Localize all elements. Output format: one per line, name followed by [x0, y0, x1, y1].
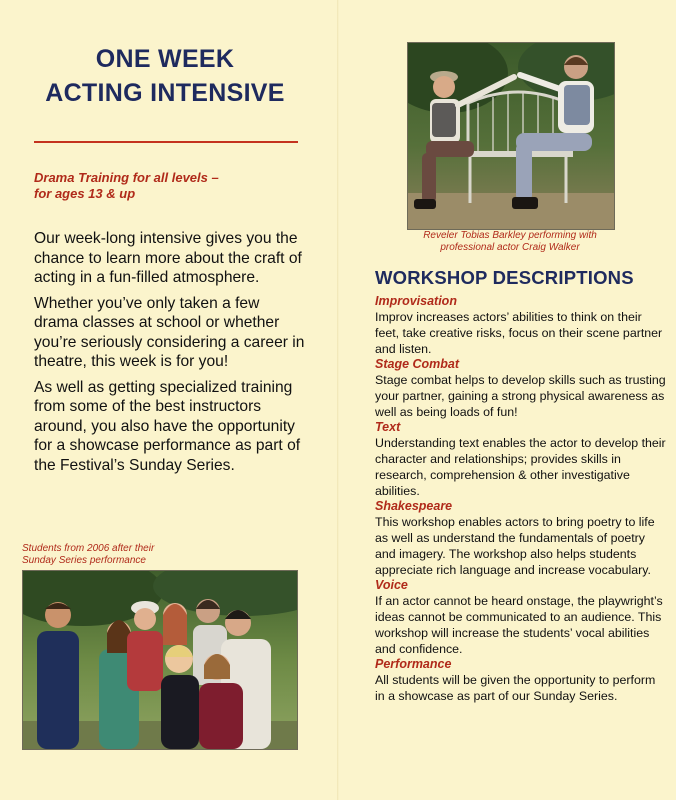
- workshop-title: Stage Combat: [375, 357, 460, 371]
- students-photo-caption: [22, 543, 282, 567]
- actors-caption-line-1: Reveler Tobias Barkley performing with: [423, 230, 597, 241]
- title-line-2: ACTING INTENSIVE: [45, 79, 285, 107]
- students-caption-line-1: Students from 2006 after their: [22, 543, 155, 554]
- workshop-list: [375, 294, 667, 704]
- actors-photo-image: [408, 43, 614, 229]
- workshop-description: This workshop enables actors to bring poetry to life as well as understand the fundamentals of poetry and imagery. The workshop also helps students appreciate rich language and increase vocabulary.: [375, 515, 655, 577]
- workshop-item-improvisation: [375, 294, 667, 357]
- title-divider: [34, 141, 298, 143]
- workshop-description: Improv increases actors’ abilities to think on their feet, take creative risks, focus on their scene partner and listen.: [375, 310, 663, 356]
- workshop-item-text: [375, 420, 667, 499]
- workshop-title: Improvisation: [375, 294, 457, 308]
- students-photo-image: [23, 571, 297, 749]
- intro-paragraph-1: Our week-long intensive gives you the chance to learn more about the craft of acting in a fun-filled atmosphere.: [34, 230, 302, 286]
- workshop-title: Text: [375, 420, 401, 434]
- workshop-description: Stage combat helps to develop skills such as trusting your partner, gaining a strong physical awareness as well as being loads of fun!: [375, 373, 666, 419]
- workshop-descriptions-heading: WORKSHOP DESCRIPTIONS: [375, 267, 634, 288]
- workshop-title: Shakespeare: [375, 499, 453, 513]
- left-panel: [0, 0, 337, 800]
- title-line-1: ONE WEEK: [95, 45, 235, 73]
- page-title: [30, 42, 300, 110]
- workshop-description: All students will be given the opportunity to perform in a showcase as part of our Sunday Series.: [375, 673, 656, 703]
- workshop-item-voice: [375, 578, 667, 657]
- workshop-item-performance: [375, 657, 667, 704]
- subtitle-line-2: for ages 13 & up: [34, 186, 136, 201]
- students-caption-line-2: Sunday Series performance: [22, 555, 146, 566]
- workshop-title: Performance: [375, 657, 452, 671]
- actors-caption-line-2: professional actor Craig Walker: [440, 242, 580, 253]
- subtitle: [34, 170, 304, 202]
- workshop-title: Voice: [375, 578, 408, 592]
- actors-performing-photo: [407, 42, 615, 230]
- intro-text: [34, 229, 306, 481]
- workshop-item-shakespeare: [375, 499, 667, 578]
- students-group-photo: [22, 570, 298, 750]
- intro-paragraph-2: Whether you’ve only taken a few drama classes at school or whether you’re seriously considering a career in theatre, this week is for you!: [34, 294, 305, 370]
- workshop-description: If an actor cannot be heard onstage, the playwright’s ideas cannot be communicated to an audience. This workshop will increase the students’ vocal abilities and confidence.: [375, 594, 663, 656]
- workshop-description: Understanding text enables the actor to develop their character and relationships; provides skills in research, comprehension & other investigative abilities.: [375, 436, 666, 498]
- intro-paragraph-3: As well as getting specialized training from some of the best instructors around, you also have the opportunity for a showcase performance as part of the Festival’s Sunday Series.: [34, 378, 301, 474]
- subtitle-line-1: Drama Training for all levels –: [34, 170, 219, 185]
- actors-photo-caption: [401, 230, 619, 254]
- fold-line: [337, 0, 339, 800]
- workshop-item-stage-combat: [375, 357, 667, 420]
